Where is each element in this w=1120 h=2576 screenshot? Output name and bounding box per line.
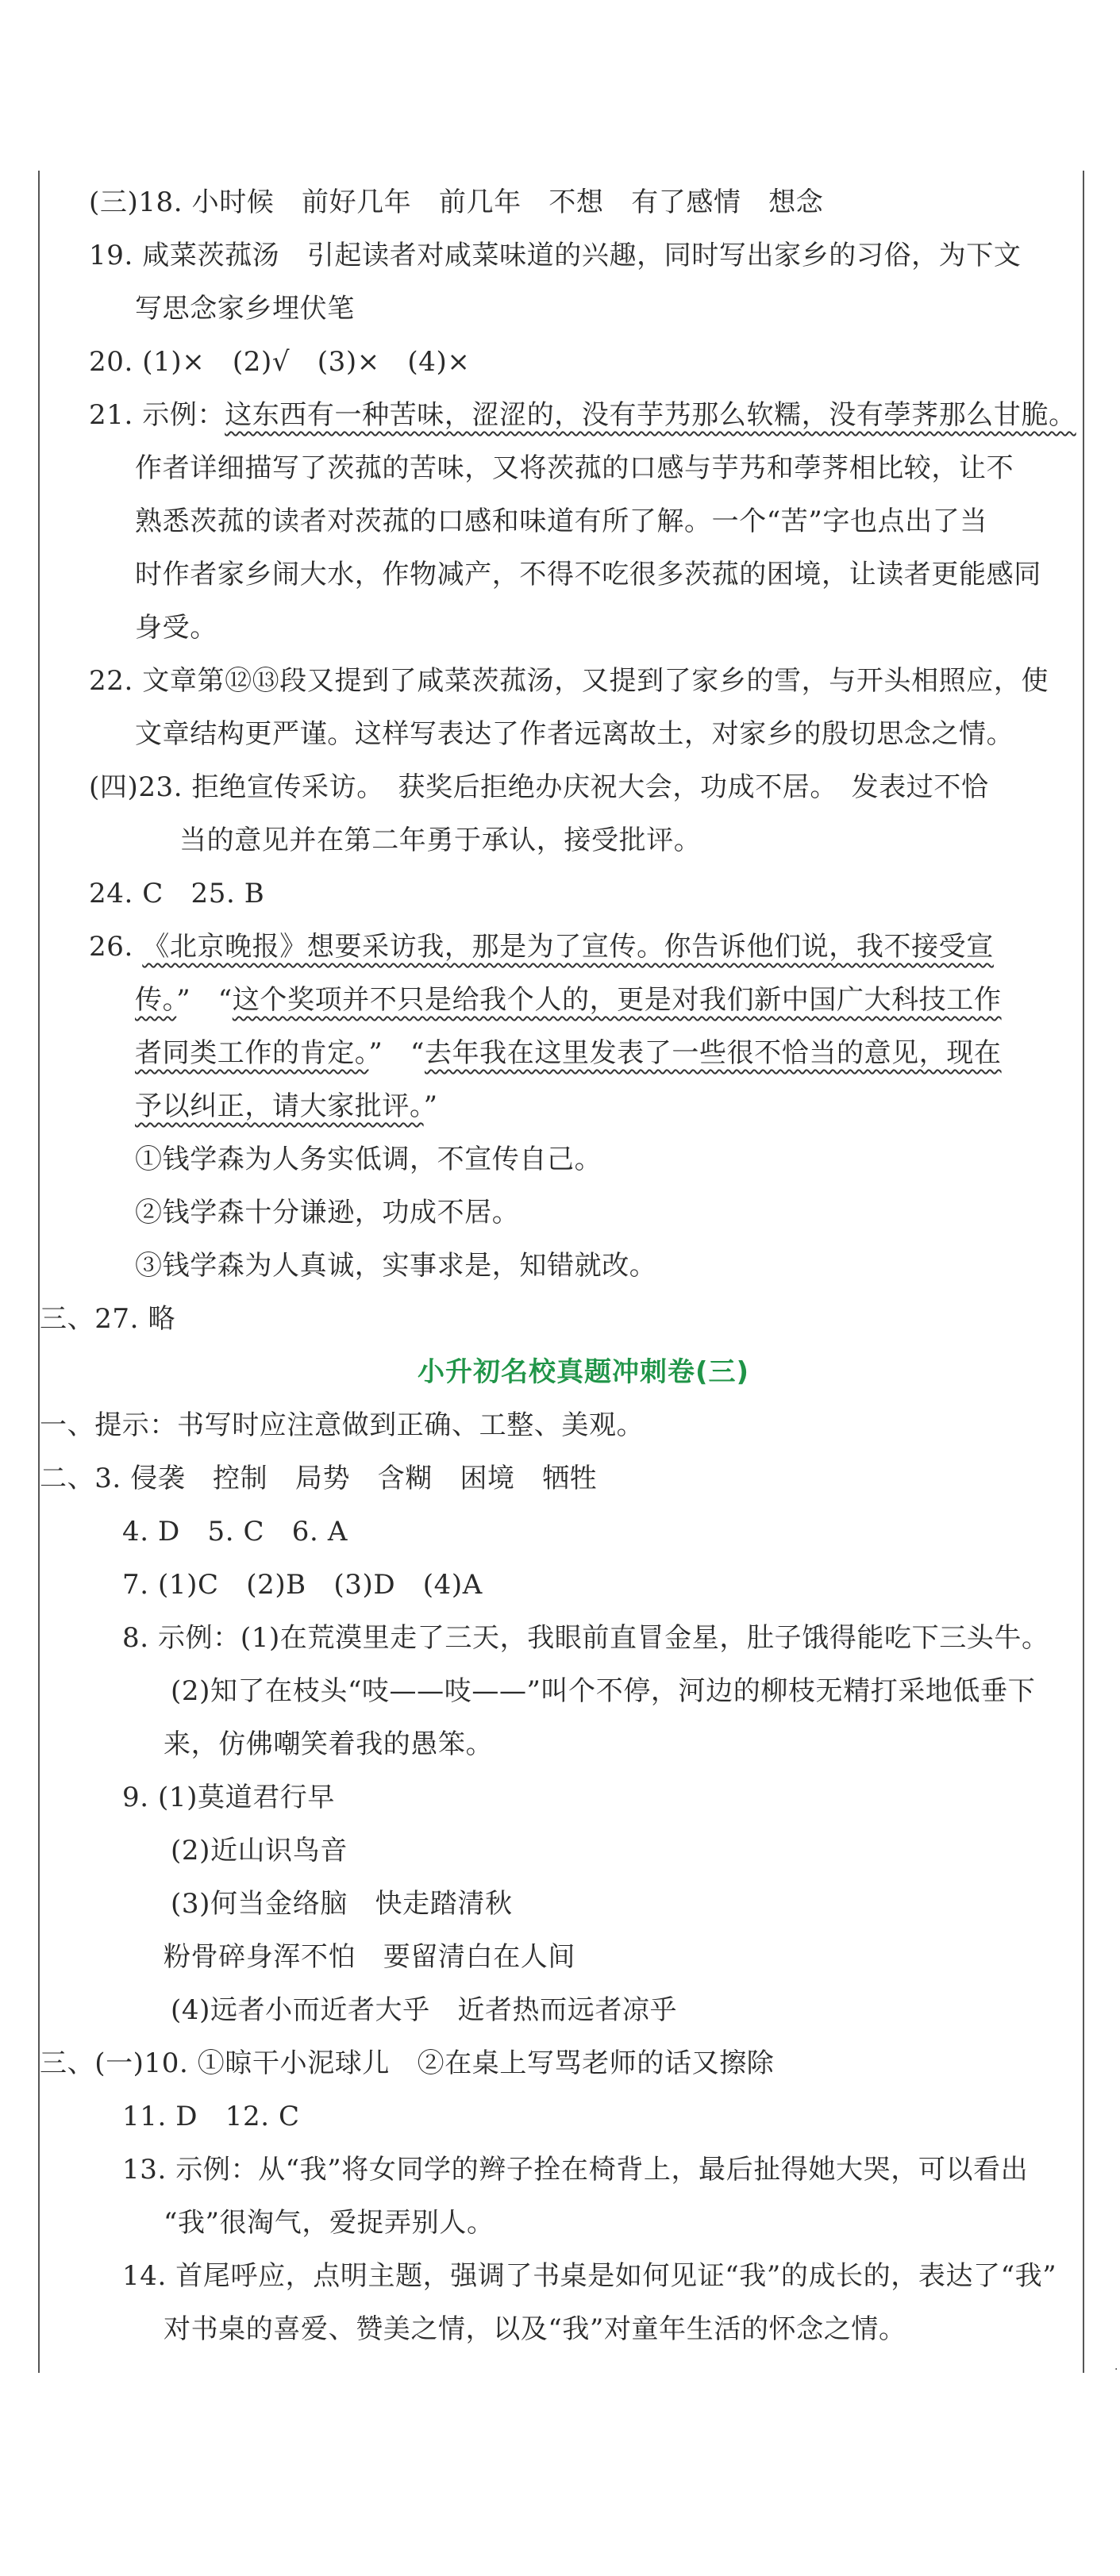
answer-8: 8. 示例：(1)在荒漠里走了三天，我眼前直冒金星，肚子饿得能吃下三头牛。	[122, 1622, 1049, 1654]
answer-9-1: 9. (1)莫道君行早	[122, 1782, 336, 1813]
answer-26-quote-1: 《北京晚报》想要采访我，那是为了宣传。你告诉他们说，我不接受宣	[142, 931, 994, 963]
answer-11-12: 11. D 12. C	[122, 2101, 300, 2132]
answer-3: 二、3. 侵袭 控制 局势 含糊 困境 牺牲	[40, 1463, 598, 1494]
answer-26-label: 26.	[89, 931, 143, 963]
answer-9-3: (3)何当金络脑 快走踏清秋	[171, 1888, 513, 1920]
answer-21-quote: 这东西有一种苦味，涩涩的，没有芋艿那么软糯，没有荸荠那么甘脆。	[225, 399, 1076, 431]
answer-23: (四)23. 拒绝宣传采访。 获奖后拒绝办庆祝大会，功成不居。 发表过不恰	[89, 771, 989, 803]
answer-14: 14. 首尾呼应，点明主题，强调了书桌是如何见证“我”的成长的，表达了“我”	[122, 2260, 1057, 2292]
answer-26-quote-3-end: 予以纠正，请大家批评。	[135, 1090, 424, 1122]
answer-26-close-quote: ”	[423, 1090, 438, 1122]
answer-13-cont: “我”很淘气，爱捉弄别人。	[164, 2207, 495, 2239]
answer-26-separator-2: ” “	[368, 1037, 425, 1069]
part-1-hint: 一、提示：书写时应注意做到正确、工整、美观。	[40, 1409, 645, 1441]
answer-26-point-3: ③钱学森为人真诚，实事求是，知错就改。	[135, 1250, 657, 1282]
section-title: 小升初名校真题冲刺卷(三)	[417, 1356, 750, 1388]
answer-21-line-3: 熟悉茨菰的读者对茨菰的口感和味道有所了解。一个“苦”字也点出了当	[135, 506, 987, 537]
answer-19: 19. 咸菜茨菰汤 引起读者对咸菜味道的兴趣，同时写出家乡的习俗，为下文	[89, 240, 1022, 271]
answer-content	[40, 176, 1080, 2356]
answer-27: 三、27. 略	[40, 1303, 176, 1335]
answer-26-quote-2: 这个奖项并不只是给我个人的，更是对我们新中国广大科技工作	[232, 984, 1002, 1016]
answer-19-cont: 写思念家乡埋伏笔	[135, 293, 355, 325]
answer-26-line-4	[40, 1080, 1080, 1133]
answer-26-line-2	[40, 974, 1080, 1027]
answer-26-point-1: ①钱学森为人务实低调，不宣传自己。	[135, 1144, 602, 1175]
answer-26-point-2: ②钱学森十分谦逊，功成不居。	[135, 1197, 520, 1228]
answer-26	[40, 921, 1080, 974]
answer-9-4: (4)远者小而近者大乎 近者热而远者凉乎	[171, 1994, 678, 2026]
answer-26-separator-1: ” “	[176, 984, 233, 1016]
answer-18: (三)18. 小时候 前好几年 前几年 不想 有了感情 想念	[89, 186, 824, 218]
answer-24-25: 24. C 25. B	[89, 878, 265, 909]
answer-4-6: 4. D 5. C 6. A	[122, 1516, 348, 1548]
answer-21-label: 21. 示例：	[89, 399, 225, 431]
answer-10: 三、(一)10. ①晾干小泥球儿 ②在桌上写骂老师的话又擦除	[40, 2047, 775, 2079]
answer-22: 22. 文章第⑫⑬段又提到了咸菜茨菰汤，又提到了家乡的雪，与开头相照应，使	[89, 665, 1049, 697]
answer-13: 13. 示例：从“我”将女同学的辫子拴在椅背上，最后扯得她大哭，可以看出	[122, 2154, 1029, 2186]
answer-20: 20. (1)× (2)√ (3)× (4)×	[89, 346, 471, 378]
right-margin-rule	[1083, 171, 1084, 2373]
answer-14-cont: 对书桌的喜爱、赞美之情，以及“我”对童年生活的怀念之情。	[164, 2313, 906, 2345]
answer-21-line-2: 作者详细描写了茨菰的苦味，又将茨菰的口感与芋艿和荸荠相比较，让不	[135, 452, 1014, 484]
answer-9-3-cont: 粉骨碎身浑不怕 要留清白在人间	[164, 1941, 575, 1973]
answer-9-2: (2)近山识鸟音	[171, 1835, 348, 1867]
answer-8-part-2-cont: 来，仿佛嘲笑着我的愚笨。	[164, 1728, 494, 1760]
answer-21-line-4: 时作者家乡闹大水，作物减产，不得不吃很多茨菰的困境，让读者更能感同	[135, 559, 1041, 590]
answer-8-part-2: (2)知了在枝头“吱——吱——”叫个不停，河边的柳枝无精打采地低垂下	[171, 1675, 1036, 1707]
answer-26-quote-3: 去年我在这里发表了一些很不恰当的意见，现在	[424, 1037, 1002, 1069]
answer-26-quote-2-end: 者同类工作的肯定。	[135, 1037, 369, 1069]
answer-23-cont: 当的意见并在第二年勇于承认，接受批评。	[179, 825, 702, 856]
answer-7: 7. (1)C (2)B (3)D (4)A	[122, 1569, 483, 1601]
answer-26-line-3	[40, 1027, 1080, 1080]
answer-21	[40, 389, 1080, 442]
answer-21-line-5: 身受。	[135, 612, 217, 644]
margin-dot: ·	[1114, 2363, 1118, 2376]
answer-26-quote-1-end: 传。	[135, 984, 177, 1016]
answer-22-cont: 文章结构更严谨。这样写表达了作者远离故土，对家乡的殷切思念之情。	[135, 718, 1014, 750]
